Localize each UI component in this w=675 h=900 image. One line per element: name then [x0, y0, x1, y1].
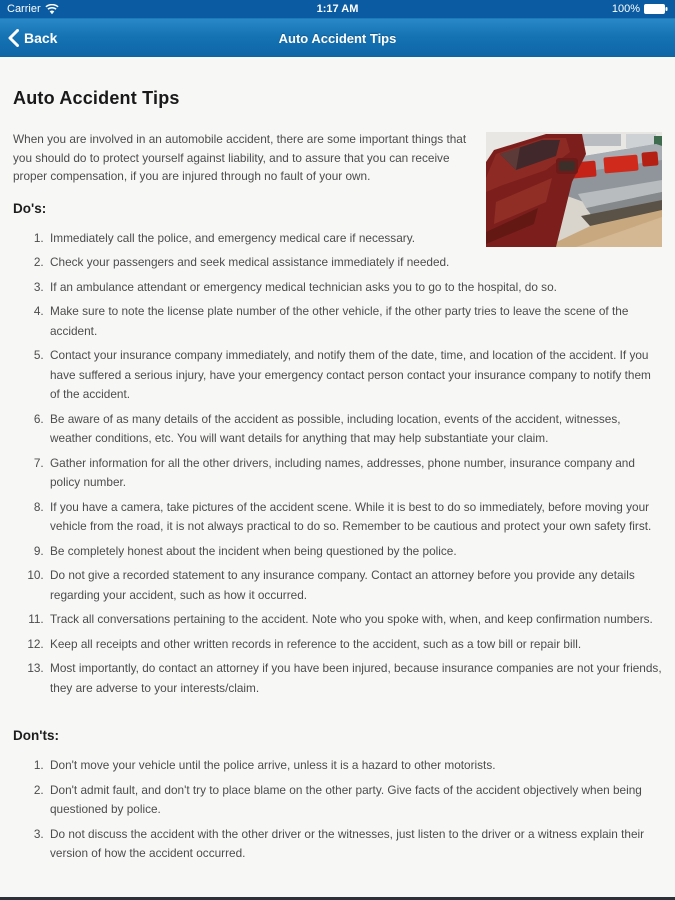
list-item: 4. Make sure to note the license plate number of the other vehicle, if the other party tries to leave the scene of the accident. — [47, 302, 662, 341]
wifi-icon — [45, 4, 59, 15]
donts-list — [13, 756, 662, 864]
dos-heading: Do's: — [13, 200, 47, 216]
list-item: 11. Track all conversations pertaining to the accident. Note who you spoke with, when, and keep confirmation numbers. — [47, 610, 662, 630]
list-item: 3. If an ambulance attendant or emergency medical technician asks you to go to the hospital, do so. — [47, 278, 662, 298]
list-item: 12. Keep all receipts and other written records in reference to the accident, such as a tow bill or repair bill. — [47, 635, 662, 655]
list-item: 8. If you have a camera, take pictures of the accident scene. While it is best to do so immediately, before moving your vehicle from the road, it is not always practical to do so. Remember to be cautious and protect your own safety first. — [47, 498, 662, 537]
page-title: Auto Accident Tips — [13, 88, 180, 108]
list-item: 13. Most importantly, do contact an attorney if you have been injured, because insurance companies are not your friends, they are adverse to your interests/claim. — [47, 659, 662, 698]
list-item: 5. Contact your insurance company immediately, and notify them of the date, time, and location of the accident. If you have suffered a serious injury, have your emergency contact person contact your insurance company to notify them of the accident. — [47, 346, 662, 405]
list-item: 6. Be aware of as many details of the accident as possible, including location, events of the accident, witnesses, weather conditions, etc. You will want details for anything that may help substantiate your claim. — [47, 410, 662, 449]
list-item: 3. Do not discuss the accident with the other driver or the witnesses, just listen to the driver or a witness explain their version of how the accident occurred. — [47, 825, 662, 864]
list-item: 10. Do not give a recorded statement to any insurance company. Contact an attorney before you provide any details regarding your accident, such as how it occurred. — [47, 566, 662, 605]
carrier-label: Carrier — [7, 3, 41, 15]
nav-title: Auto Accident Tips — [278, 30, 397, 46]
list-item: 1. Don't move your vehicle until the police arrive, unless it is a hazard to other motorists. — [47, 756, 662, 776]
accident-photo — [486, 132, 662, 247]
list-item: 2. Don't admit fault, and don't try to place blame on the other party. Give facts of the accident objectively when being questioned by police. — [47, 781, 662, 820]
list-item: 9. Be completely honest about the incident when being questioned by the police. — [47, 542, 662, 562]
dos-list — [13, 229, 662, 699]
battery-percent: 100% — [611, 3, 640, 15]
donts-heading: Don'ts: — [13, 728, 59, 743]
list-item: 7. Gather information for all the other drivers, including names, addresses, phone number, insurance company and policy number. — [47, 454, 662, 493]
list-item: 2. Check your passengers and seek medical assistance immediately if needed. — [47, 253, 662, 273]
content-scroll[interactable] — [0, 57, 675, 897]
list-item: 1. Immediately call the police, and emergency medical care if necessary. — [47, 229, 662, 249]
back-chevron-icon — [8, 29, 19, 47]
intro-paragraph: When you are involved in an automobile accident, there are some important things that you should do to protect yourself against liability, and to assure that you can receive proper compensation, if you are injured through no fault of your own. — [13, 132, 467, 183]
battery-icon — [644, 4, 668, 14]
nav-bar — [0, 18, 675, 57]
status-clock: 1:17 AM — [316, 3, 359, 15]
back-label: Back — [24, 30, 58, 46]
back-button[interactable] — [8, 29, 57, 47]
status-bar — [0, 0, 675, 18]
